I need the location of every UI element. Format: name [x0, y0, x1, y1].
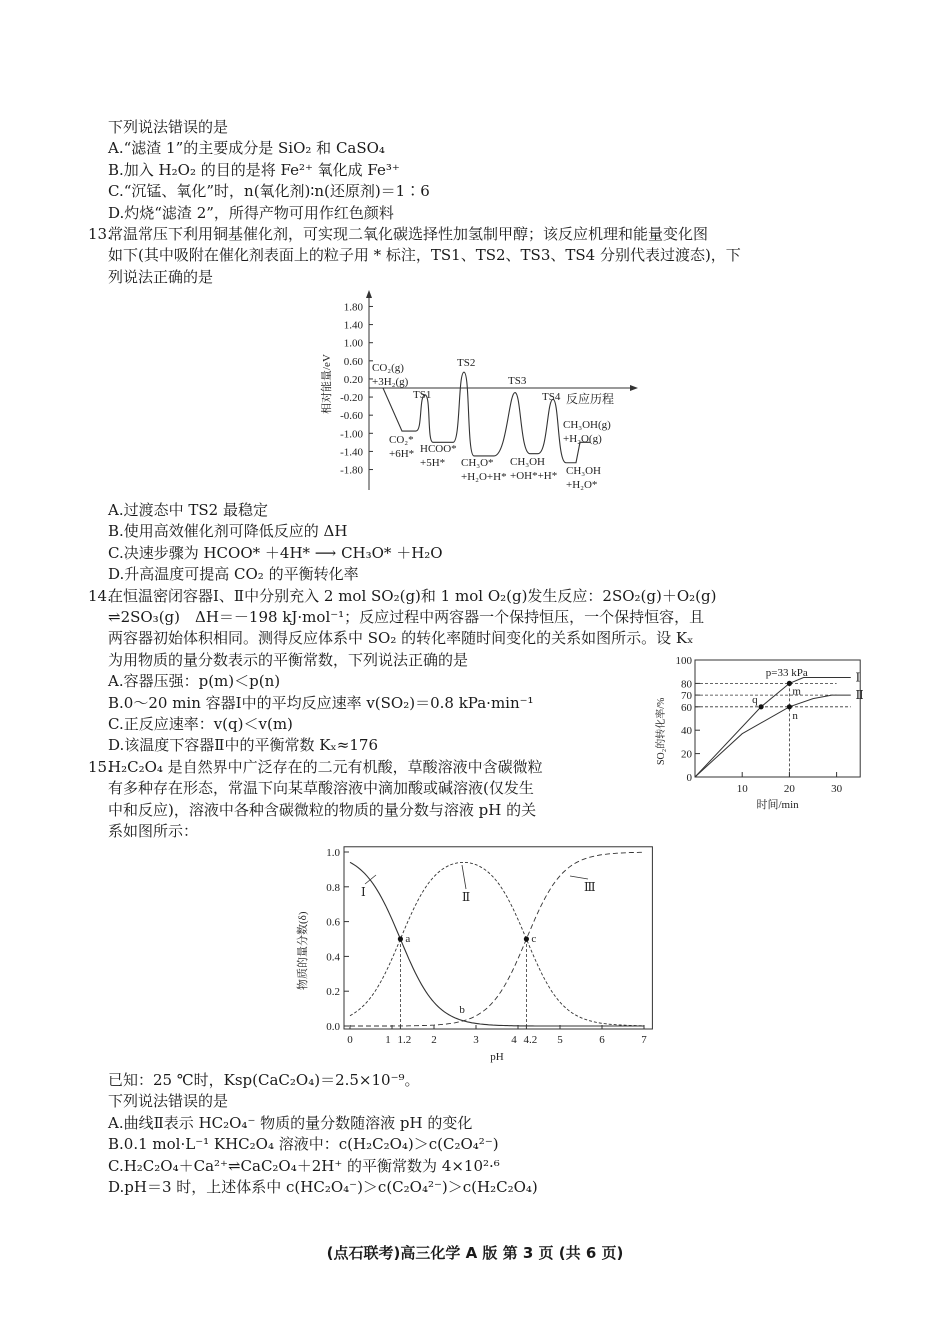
- y-axis-label: 物质的量分数(δ): [297, 911, 309, 990]
- curve-label: Ⅱ: [462, 890, 471, 904]
- level-label: +3H₂(g): [372, 376, 409, 388]
- x-tick-label: 1: [385, 1034, 391, 1046]
- level-label: TS3: [508, 375, 527, 387]
- series-label: Ⅰ: [855, 670, 861, 685]
- curve-2: [350, 862, 644, 1025]
- x-tick-label: 2: [431, 1034, 437, 1046]
- page-footer: (点石联考)高三化学 A 版 第 3 页 (共 6 页): [326, 1244, 624, 1262]
- x-axis-label: 反应历程: [566, 392, 615, 406]
- y-tick-label: -1.80: [340, 464, 363, 477]
- y-tick-label: 0.60: [343, 355, 363, 368]
- level-label: TS4: [542, 391, 561, 403]
- y-axis-label: 相对能量/eV: [321, 354, 333, 414]
- y-tick-label: 1.00: [343, 337, 363, 350]
- level-label: CO₂*: [389, 434, 414, 446]
- option-a: A.过渡态中 TS2 最稳定: [108, 501, 268, 519]
- y-tick-label: 70: [681, 690, 692, 703]
- y-axis-label: SO₂的转化率/%: [656, 697, 667, 765]
- level-label: +5H*: [420, 457, 446, 469]
- option-b: B.加入 H₂O₂ 的目的是将 Fe²⁺ 氧化成 Fe³⁺: [108, 160, 400, 179]
- level-label: CH₃OH(g): [563, 419, 611, 431]
- stem-line: 列说法正确的是: [108, 267, 214, 286]
- option-d: D.升高温度可提高 CO₂ 的平衡转化率: [108, 565, 359, 584]
- level-label: CH₃OH: [566, 465, 602, 477]
- y-tick-label: 0.0: [326, 1021, 340, 1033]
- y-tick-label: -0.20: [340, 392, 363, 405]
- level-label: +OH*+H*: [510, 470, 558, 482]
- question-15-options: [88, 1070, 878, 1198]
- option-b: B.0.1 mol·L⁻¹ KHC₂O₄ 溶液中：c(H₂C₂O₄)＞c(C₂O₄²⁻): [108, 1135, 499, 1154]
- y-tick-label: 1.80: [343, 301, 363, 314]
- point-label: c: [531, 933, 537, 945]
- option-c: C.H₂C₂O₄＋Ca²⁺⇌CaC₂O₄＋2H⁺ 的平衡常数为 4×10²·⁶: [108, 1156, 500, 1175]
- curve-label: Ⅲ: [584, 880, 596, 894]
- x-tick-label: 4.2: [523, 1034, 538, 1046]
- x-tick-label: 7: [641, 1034, 647, 1046]
- level-label: TS1: [413, 389, 432, 401]
- point-a: [398, 936, 403, 941]
- level-label: HCOO*: [420, 443, 457, 455]
- point-label: m: [792, 685, 801, 698]
- y-tick-label: 0: [686, 772, 692, 784]
- x-tick-label: 0: [347, 1034, 353, 1046]
- x-tick-label: 10: [736, 783, 748, 795]
- y-tick-label: -1.40: [340, 446, 363, 459]
- curve-3: [350, 852, 644, 1026]
- question-number: 13.: [88, 225, 112, 244]
- x-tick-label: 20: [783, 783, 795, 795]
- stem-line: 有多种存在形态，常温下向某草酸溶液中滴加酸或碱溶液(仅发生: [108, 779, 534, 798]
- option-d: D.该温度下容器Ⅱ中的平衡常数 Kₓ≈176: [108, 736, 378, 755]
- plot-frame: [344, 847, 652, 1029]
- y-tick-label: 0.4: [326, 951, 340, 964]
- x-tick-label: 5: [557, 1034, 563, 1046]
- stem-line: 常温常压下利用铜基催化剂，可实现二氧化碳选择性加氢制甲醇；该反应机理和能量变化图: [108, 225, 709, 244]
- level-label: +H₂O*: [566, 479, 598, 491]
- option-a: A.曲线Ⅱ表示 HC₂O₄⁻ 物质的量分数随溶液 pH 的变化: [108, 1113, 473, 1132]
- y-tick-label: 0.20: [343, 373, 363, 386]
- y-tick-label: 20: [681, 748, 692, 761]
- stem-line: 在恒温密闭容器Ⅰ、Ⅱ中分别充入 2 mol SO₂(g)和 1 mol O₂(g)发生反应：2SO₂(g)＋O₂(g): [108, 586, 717, 605]
- x-axis-label: pH: [490, 1051, 504, 1063]
- y-tick-label: 60: [681, 701, 692, 714]
- series-label: Ⅱ: [855, 688, 864, 703]
- x-tick-label: 1.2: [397, 1034, 412, 1046]
- stem-line: 两容器初始体积相同。测得反应体系中 SO₂ 的转化率随时间变化的关系如图所示。设 Kₓ: [108, 629, 694, 648]
- option-c: C.正反应速率：v(q)＜v(m): [108, 715, 293, 734]
- level-label: +6H*: [389, 448, 415, 460]
- option-d: D.pH＝3 时，上述体系中 c(HC₂O₄⁻)＞c(C₂O₄²⁻)＞c(H₂C₂O₄): [108, 1178, 538, 1197]
- x-tick-label: 3: [473, 1034, 479, 1046]
- y-tick-label: -1.00: [340, 428, 363, 441]
- curve-1: [350, 862, 644, 1026]
- option-a: A.“滤渣 1”的主要成分是 SiO₂ 和 CaSO₄: [108, 139, 385, 158]
- y-tick-label: 100: [675, 655, 692, 667]
- option-c: C.决速步骤为 HCOO* ＋4H* ⟶ CH₃O* ＋H₂O: [108, 543, 443, 562]
- question-prompt: 下列说法错误的是: [108, 1092, 229, 1111]
- y-tick-label: 1.40: [343, 319, 363, 332]
- level-label: CH₃OH: [510, 456, 546, 468]
- curve-label-leader: [570, 876, 588, 879]
- x-axis-label: 时间/min: [756, 799, 799, 811]
- pressure-annotation: p=33 kPa: [765, 666, 808, 679]
- y-tick-label: 1.0: [326, 847, 340, 859]
- stem-line: ⇌2SO₃(g) ΔH＝－198 kJ·mol⁻¹；反应过程中两容器一个保持恒压，一个保持恒容，且: [108, 608, 705, 627]
- y-tick-label: 0.6: [326, 916, 340, 929]
- y-tick-label: 40: [681, 725, 692, 738]
- known-condition: 已知：25 ℃时，Ksp(CaC₂O₄)＝2.5×10⁻⁹。: [108, 1071, 420, 1089]
- point-label: q: [752, 693, 758, 706]
- question-number: 15.: [88, 757, 112, 776]
- stem-line: H₂C₂O₄ 是自然界中广泛存在的二元有机酸，草酸溶液中含碳微粒: [108, 757, 543, 776]
- y-tick-label: 0.8: [326, 881, 340, 894]
- point-label: b: [459, 1004, 465, 1017]
- x-tick-label: 4: [511, 1034, 517, 1046]
- option-a: A.容器压强：p(m)＜p(n): [108, 672, 281, 691]
- x-tick-label: 30: [831, 783, 843, 795]
- point-label: n: [792, 709, 798, 722]
- x-tick-label: 6: [599, 1034, 605, 1046]
- stem-line: 中和反应)，溶液中各种含碳微粒的物质的量分数与溶液 pH 的关: [108, 800, 537, 819]
- level-label: CH₃O*: [461, 457, 494, 469]
- level-label: TS2: [457, 357, 476, 369]
- stem-line: 为用物质的量分数表示的平衡常数，下列说法正确的是: [108, 650, 469, 669]
- point-c: [524, 936, 529, 941]
- level-label: CO₂(g): [372, 362, 404, 374]
- question-prompt: 下列说法错误的是: [108, 118, 229, 136]
- stem-line: 系如图所示：: [108, 822, 199, 841]
- level-label: +H₂O+H*: [461, 471, 507, 483]
- y-tick-label: -0.60: [340, 410, 363, 423]
- point-label: a: [405, 933, 411, 945]
- y-tick-label: 0.2: [326, 986, 340, 999]
- option-b: B.使用高效催化剂可降低反应的 ΔH: [108, 522, 348, 541]
- y-tick-label: 80: [681, 678, 692, 691]
- curve-label-leader: [462, 865, 466, 889]
- option-c: C.“沉锰、氧化”时，n(氧化剂)∶n(还原剂)＝1∶6: [108, 182, 430, 201]
- question-number: 14.: [88, 586, 112, 605]
- stem-line: 如下(其中吸附在催化剂表面上的粒子用 * 标注，TS1、TS2、TS3、TS4 分别代表过渡态)，下: [108, 246, 741, 265]
- option-d: D.灼烧“滤渣 2”，所得产物可用作红色颜料: [108, 203, 394, 222]
- curve-label: Ⅰ: [361, 885, 366, 899]
- level-label: +H₂O(g): [563, 433, 602, 445]
- option-b: B.0～20 min 容器Ⅰ中的平均反应速率 v(SO₂)＝0.8 kPa·min⁻¹: [108, 693, 534, 712]
